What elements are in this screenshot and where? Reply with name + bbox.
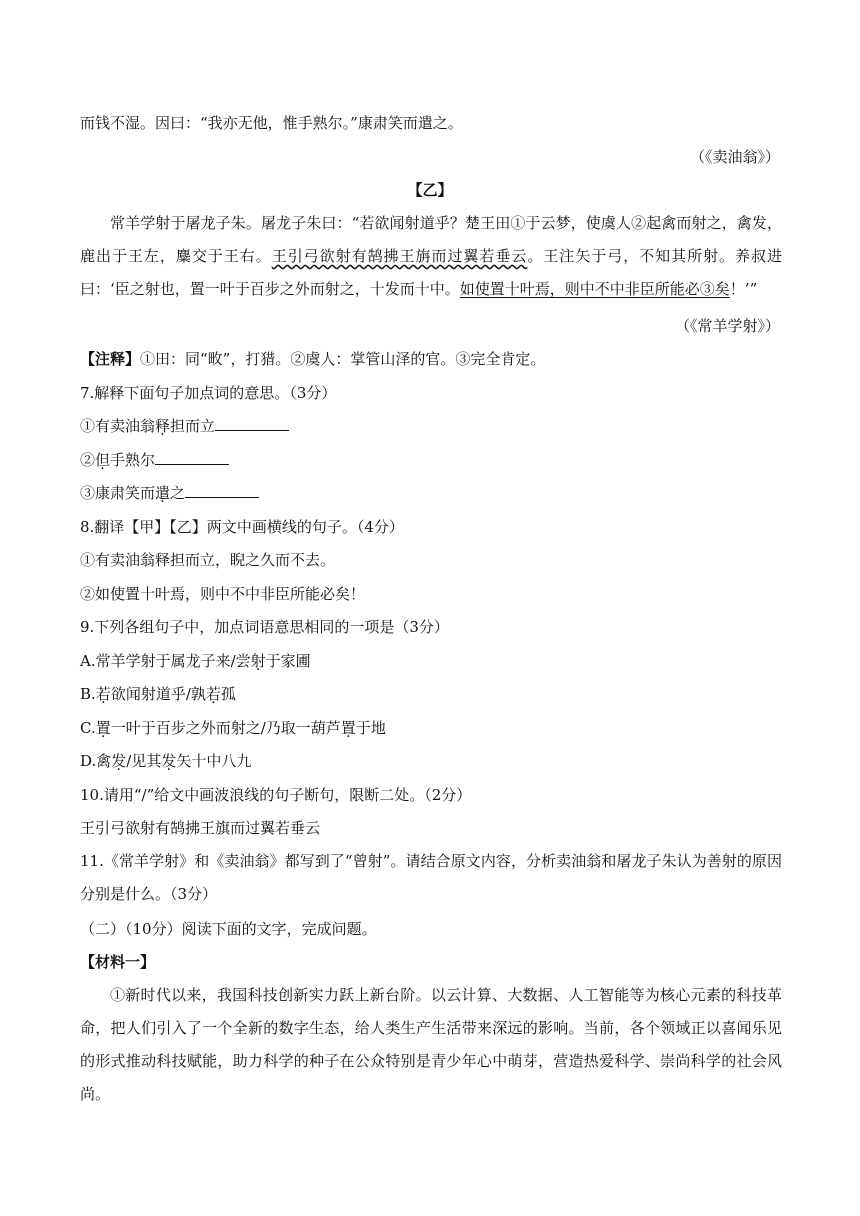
q7-item-3: ③康肃笑而遣之 — [80, 481, 785, 505]
q7-item-2: ②但手熟尔 — [80, 448, 785, 472]
passage-yi-part-b: 。王注矢于弓，不知其所射。养叔进曰：‘臣之射也，置一叶于百步之外而射之，十发而十中。 — [80, 247, 782, 298]
q7-stem: 7.解释下面句子加点词的意思。（3分） — [80, 384, 337, 402]
notes-text: ①田：同“畋”，打猎。②虞人：掌管山泽的官。③完全肯定。 — [140, 350, 546, 368]
notes-label: 【注释】 — [80, 350, 141, 368]
passage-jia-last-line: 而钱不湿。因曰：“我亦无他，惟手熟尔。”康肃笑而遣之。 — [80, 114, 463, 132]
dotted-word: 遣 — [155, 484, 171, 502]
q9-stem: 9.下列各组句子中，加点词语意思相同的一项是（3分） — [80, 618, 449, 636]
q8-stem: 8.翻译【甲】【乙】两文中画横线的句子。（4分） — [80, 518, 404, 536]
q8-item-1: ①有卖油翁释担而立，睨之久而不去。 — [80, 551, 336, 569]
dotted-word: 但 — [95, 451, 111, 469]
q10-stem: 10.请用“/”给文中画波浪线的句子断句，限断二处。（2分） — [80, 786, 472, 804]
source-yi: （《常羊学射》） — [674, 317, 780, 335]
answer-blank[interactable] — [185, 481, 259, 498]
q7-item-1: ①有卖油翁释担而立 — [80, 414, 785, 438]
dotted-word: 释 — [155, 417, 171, 435]
dotted-word: 若 — [95, 685, 111, 703]
passage-yi-part-a: 常羊学射于屠龙子朱。屠龙子朱曰：“若欲闻射道乎？楚王田①于云梦，使虞人②起禽而射之，禽发，鹿出于王左，麋交于王右。 — [80, 214, 782, 265]
dotted-word: 射 — [250, 652, 266, 670]
section2-stem: （二）（10分）阅读下面的文字，完成问题。 — [80, 920, 377, 938]
notes — [80, 347, 785, 371]
passage-yi-underlined-sentence: 如使置十叶焉，则中不中非臣所能必③矣 — [459, 280, 730, 298]
answer-blank[interactable] — [155, 448, 229, 465]
dotted-word: 置 — [95, 719, 111, 737]
dotted-word: 发 — [111, 752, 127, 770]
q9-option-b: B.若欲闻射道乎/孰若孤 — [80, 685, 236, 703]
dotted-word: 若 — [205, 685, 221, 703]
answer-blank[interactable] — [215, 414, 289, 431]
material-1-label: 【材料一】 — [80, 953, 156, 971]
q9-option-c: C.置一叶于百步之外而射之/乃取一葫芦置于地 — [80, 719, 386, 737]
q11-stem: 11.《常羊学射》和《卖油翁》都写到了“曾射”。请结合原文内容，分析卖油翁和屠龙子朱认为善射的原因分别是什么。（3分） — [80, 852, 782, 903]
passage-yi-part-c: ！’” — [729, 280, 758, 298]
q8-item-2: ②如使置十叶焉，则中不中非臣所能必矣！ — [80, 585, 366, 603]
dotted-word: 置 — [340, 719, 356, 737]
material-1-text: ①新时代以来，我国科技创新实力跃上新台阶。以云计算、大数据、人工智能等为核心元素的科技革命，把人们引入了一个全新的数字生态，给人类生产生活带来深远的影响。当前，各个领域正以喜闻乐见的形式推动科技赋能，助力科学的种子在公众特别是青少年心中萌芽，营造热爱科学、崇尚科学的社会风尚。 — [80, 986, 782, 1103]
q10-sentence: 王引弓欲射有鹄拂王旗而过翼若垂云 — [80, 819, 321, 837]
passage-yi-wavy-sentence: 王引弓欲射有鹄拂王旃而过翼若垂云 — [271, 247, 528, 265]
passage-yi — [80, 207, 782, 306]
source-jia: （《卖油翁》） — [689, 148, 780, 166]
q9-option-a: A.常羊学射于属龙子来/尝射于家圃 — [80, 652, 311, 670]
heading-yi: 【乙】 — [407, 181, 453, 199]
q9-option-d: D.禽发/见其发矢十中八九 — [80, 752, 252, 770]
dotted-word: 发 — [161, 752, 177, 770]
